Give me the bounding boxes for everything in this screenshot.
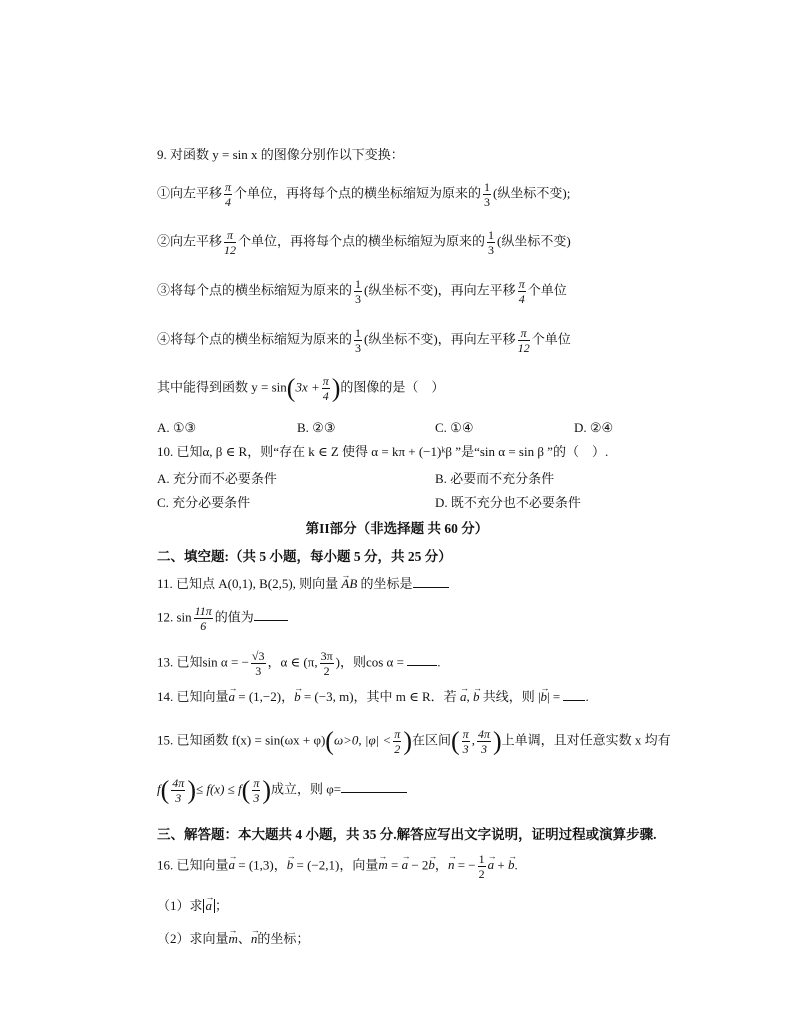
q16-part2: （2）求向量→ m、→ n的坐标； xyxy=(157,930,309,948)
q9-stem: 其中能得到函数 y = sin(3x + $\frac{\pi}{4}$ )的图像的是（ ） xyxy=(157,373,445,403)
q9-choice-2: ②向左平移 $\frac{\pi}{12}$ 个单位，再将每个点的横坐标缩短为原来的 $\frac{1}{3}$ (纵坐标不变) xyxy=(157,228,571,257)
q9-choice-4: ④将每个点的横坐标缩短为原来的 $\frac{1}{3}$ (纵坐标不变)，再向左平移 $\frac{\pi}{12}$ 个单位 xyxy=(157,326,571,355)
q12: 12. sin $\frac{11\pi}{6}$ 的值为 xyxy=(157,604,288,633)
section3-title: 三、解答题：本大题共 4 小题，共 35 分.解答应写出文字说明，证明过程或演算步骤. xyxy=(157,827,657,842)
q11-answer-blank[interactable] xyxy=(413,575,449,588)
q10-option-c: C. 充分必要条件 xyxy=(157,495,251,510)
q10-option-a: A. 充分而不必要条件 xyxy=(157,471,277,486)
section2-title: 二、填空题:（共 5 小题，每小题 5 分，共 25 分） xyxy=(157,549,452,564)
q9-choice-1: ①向左平移 $\frac{\pi}{4}$ 个单位，再将每个点的横坐标缩短为原来的 $\frac{1}{3}$ (纵坐标不变); xyxy=(157,180,571,209)
q16-part1: （1）求→ a ； xyxy=(157,897,228,915)
q15-line2: f( $\frac{4\pi}{3}$ )≤ f(x) ≤ f( $\frac{\pi}{3}$ )成立，则 φ= xyxy=(157,776,407,805)
q14-answer-blank[interactable] xyxy=(563,688,585,701)
q13: 13. 已知sin α = − $\frac{√3}{3}$ ，α ∈ (π, $\frac{3\pi}{2}$ )，则cos α = . xyxy=(157,649,441,678)
q9-choice-3: ③将每个点的横坐标缩短为原来的 $\frac{1}{3}$ (纵坐标不变)，再向左平移 $\frac{\pi}{4}$ 个单位 xyxy=(157,277,567,306)
q15-answer-blank[interactable] xyxy=(341,780,407,793)
q9-option-a: A. ①③ xyxy=(157,420,197,435)
q9-option-d: D. ②④ xyxy=(574,420,614,435)
q14: 14. 已知向量→ a = (1,−2)，→ b = (−3, m)，其中 m ∈ R．若 → a, → b 共线，则 |→ b| = . xyxy=(157,688,589,706)
q12-answer-blank[interactable] xyxy=(254,608,288,621)
q16-stem: 16. 已知向量→ a = (1,3)，→ b = (−2,1)，向量→ m = → a − 2→ b，→ n = − $\frac{1}{2}$ → a + → b. xyxy=(157,852,518,881)
q9-option-b: B. ②③ xyxy=(297,420,336,435)
q13-answer-blank[interactable] xyxy=(407,653,437,666)
q11: 11. 已知点 A(0,1), B(2,5), 则向量 → AB 的坐标是 xyxy=(157,575,449,593)
q9-option-c: C. ①④ xyxy=(435,420,474,435)
part2-title: 第II部分（非选择题 共 60 分） xyxy=(305,521,489,536)
q15-line1: 15. 已知函数 f(x) = sin(ωx + φ)(ω>0, |φ| < $\frac{\pi}{2}$ )在区间( $\frac{\pi}{3}$ , $\frac{4\pi}{3}$ )上单调，且对任意实数 x 均有 xyxy=(157,726,671,756)
q10-stem: 10. 已知α, β ∈ R，则“存在 k ∈ Z 使得 α = kπ + (−1)ᵏβ ”是“sin α = sin β ”的（ ）. xyxy=(157,444,609,459)
q9-intro: 9. 对函数 y = sin x 的图像分别作以下变换： xyxy=(157,147,404,162)
q10-option-b: B. 必要而不充分条件 xyxy=(435,471,555,486)
q10-option-d: D. 既不充分也不必要条件 xyxy=(435,495,581,510)
